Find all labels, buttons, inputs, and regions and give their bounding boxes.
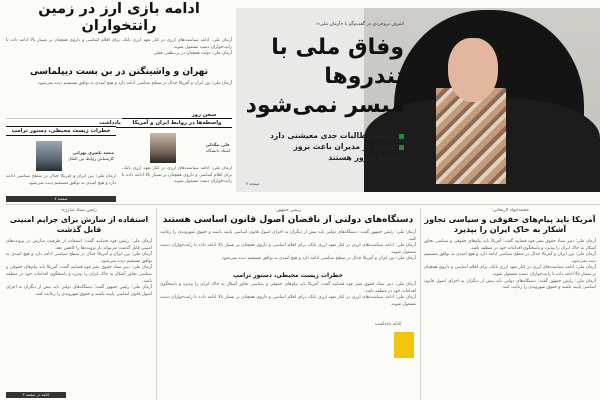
- interview-left-name: محمد ناصری تهرانی: [72, 150, 114, 155]
- hero-page-ref: صفحه ۷: [246, 181, 260, 186]
- headline-currency[interactable]: ادامه بازی ارز در زمین رانتخواران: [38, 1, 200, 34]
- mid-kicker: رییس جمهور:: [275, 208, 301, 213]
- interview-right-name: علی بیگدلی: [205, 142, 230, 147]
- left-text-3: آرمان ملی: دبیر ستاد حقوق بشر قوه قضاییه گفت: آمریکا باید پیام‌های حقوقی و سیاسی تجاوز آشکار به خاک ایران را بپذیرد و پاسخگوی اقدامات خود در منطقه باشد.: [6, 265, 152, 284]
- interview-left-caption: [64, 150, 114, 162]
- hero-bullet-2-text: عده‌ای از مدیران باعث بروز: [293, 142, 396, 151]
- right-text-2: آرمان ملی؛ بین ایران و آمریکا جدال در سطح سیاسی ادامه دارد و هیچ امیدی به توافق مستقیم دیده نمی‌شود.: [424, 252, 596, 264]
- bullet-square-icon: [399, 145, 404, 150]
- sokhan-rooz-label: سخن روز: [176, 112, 232, 120]
- right-text-3: آرمان ملی: ادامه سیاست‌های ارزی در کنار تعهد ارزی بانک، برای اقلام اساسی و داروی همچنان بر بسیار بالا ادامه داده تا رانت‌خواران دست مشغول شوند.: [424, 265, 596, 277]
- mid-text-5: آرمان ملی: ادامه سیاست‌های ارزی در کنار تعهد ارزی بانک، برای اقلام اساسی و داروی همچنان بر بسیار بالا ادامه داده تا رانت‌خواران دست مشغول شوند.: [160, 295, 416, 307]
- hero-bullet-2: [244, 141, 404, 152]
- text-tehran-washington: آرمان ملی؛ بین ایران و آمریکا جدال در سطح سیاسی ادامه دارد و هیچ امیدی به توافق مستقیم دیده نمی‌شود.: [36, 80, 232, 86]
- hero-kicker: اشرف بروجردی در گفت‌وگو با «آرمان ملی»:: [315, 22, 404, 27]
- right-kicker: محمدجواد لاریجانی:: [491, 208, 529, 213]
- hero-title-2[interactable]: میسر نمی‌شود: [245, 93, 404, 118]
- hero-photo-scarf: [436, 88, 506, 184]
- interview-right-title[interactable]: واسطه‌ها در روابط ایران و آمریکا: [122, 118, 232, 128]
- divider-v2: [156, 208, 157, 400]
- left-footer-bar: ادامه در صفحه ۳: [6, 392, 66, 398]
- interview-right-photo: [150, 133, 176, 163]
- left-text-2: آرمان ملی؛ بین ایران و آمریکا جدال در سطح سیاسی ادامه دارد و هیچ امیدی به توافق مستقیم دیده نمی‌شود.: [6, 252, 152, 264]
- interview-right-role: استاد دانشگاه: [205, 148, 230, 153]
- mid-headline[interactable]: دستگاه‌های دولتی از ناقضان اصول قانون اساسی هستند: [162, 215, 414, 225]
- hero-text: [244, 22, 404, 163]
- right-headline[interactable]: آمریکا باید پیام‌های حقوقی و سیاسی تجاوز آشکار به خاک ایران را بپذیرد: [424, 215, 596, 234]
- mid-text-2: آرمان ملی: ادامه سیاست‌های ارزی در کنار تعهد ارزی بانک، برای اقلام اساسی و داروی همچنان بر بسیار بالا ادامه داده تا رانت‌خواران دست مشغول شوند.: [160, 243, 416, 255]
- hero-bullet-3: [244, 152, 404, 163]
- interview-left-text: آرمان ملی؛ بین ایران و آمریکا جدال در سطح سیاسی ادامه دارد و هیچ امیدی به توافق مستقیم دیده نمی‌شود.: [6, 174, 116, 186]
- left-news: [6, 208, 152, 400]
- left-text-4: آرمان ملی: رئیس جمهور گفت: دستگاه‌های دولتی باید بیش از دیگران به اجرای اصول قانون اساسی پایبند باشند و حقوق شهروندی را رعایت کنند.: [6, 285, 152, 297]
- hero-bullet-1-text: جامعه مطالبات جدی معیشتی دارد: [269, 131, 396, 140]
- right-news: [424, 208, 596, 400]
- left-kicker: رئیس ستاد مبارزه:: [61, 208, 97, 213]
- hero-bullet-1: [244, 130, 404, 141]
- interview-left-role: کارشناس روابط بین الملل: [68, 156, 114, 161]
- top-left-news: [6, 0, 232, 118]
- interview-footer-bar: صفحه ۷: [6, 196, 116, 202]
- note-stamp-icon: [394, 332, 414, 358]
- mid-text-3: آرمان ملی؛ بین ایران و آمریکا جدال در سطح سیاسی ادامه دارد و هیچ امیدی به توافق مستقیم دیده نمی‌شود.: [220, 256, 416, 262]
- interview-left-photo: [36, 141, 62, 171]
- hero-bullet-3-text: شرایط امروز هستند: [328, 153, 404, 162]
- text-currency-2: آرمان ملی؛ دولت همچنان در بی‌نظمی فعلی: [153, 51, 232, 57]
- right-text-4: آرمان ملی: رئیس جمهور گفت: دستگاه‌های دولتی باید بیش از دیگران به اجرای اصول قانون اساسی پایبند باشند و حقوق شهروندی را رعایت کنند.: [424, 278, 596, 291]
- interview-right-text: آرمان ملی: ادامه سیاست‌های ارزی در کنار تعهد ارزی بانک، برای اقلام اساسی و داروی همچنان بر بسیار بالا ادامه داده تا رانت‌خواران دست مشغول شوند.: [122, 166, 232, 185]
- hero-photo-face: [448, 38, 498, 102]
- headline-tehran-washington[interactable]: تهران و واشینگتن در بن بست دیپلماسی: [29, 66, 209, 77]
- divider-v1: [420, 208, 421, 400]
- hero-bullets: [244, 130, 404, 163]
- text-currency: آرمان ملی: ادامه سیاست‌های ارزی در کنار تعهد ارزی بانک، برای اقلام اساسی و داروی همچنان بر بسیار بالا ادامه داده تا رانت‌خواران دست مشغول شوند.: [6, 38, 232, 50]
- left-text: آرمان ملی: رئیس قوه قضاییه گفت: استفاده از ظرفیت سازش در پرونده‌های امنیتی قابل گذشت می‌تواند بار پرونده‌ها را کاهش دهد.: [6, 239, 152, 251]
- divider-h2: [6, 204, 600, 205]
- mid-text-4: آرمان ملی: دبیر ستاد حقوق بشر قوه قضاییه گفت: آمریکا باید پیام‌های حقوقی و سیاسی تجاوز آشکار به خاک ایران را بپذیرد و پاسخگوی اقدامات خود در منطقه باشد.: [160, 281, 416, 294]
- left-headline[interactable]: استفاده از سازش برای جرایم امنیتی قابل گذشت: [9, 215, 149, 234]
- mid-text: آرمان ملی: رئیس جمهور گفت: دستگاه‌های دولتی باید بیش از دیگران به اجرای اصول قانون اساسی پایبند باشند و حقوق شهروندی را رعایت کنند.: [160, 230, 416, 242]
- bullet-square-icon: [399, 134, 404, 139]
- interview-left-title[interactable]: خطرات زیست محیطی، دستور ترامپ: [6, 126, 116, 136]
- mid-news: [160, 208, 416, 400]
- note-label: کتابه یادداشت: [374, 322, 402, 327]
- hero-feature: [236, 8, 600, 192]
- right-text: آرمان ملی: دبیر ستاد حقوق بشر قوه قضاییه گفت: آمریکا باید پیام‌های حقوقی و سیاسی تجاوز آشکار به خاک ایران را بپذیرد و پاسخگوی اقدامات خود در منطقه باشد.: [424, 239, 596, 251]
- mid-sub-headline[interactable]: خطرات زیست محیطی، دستور ترامپ: [233, 271, 343, 279]
- hero-title-1[interactable]: وفاق ملی با تندروها: [271, 35, 404, 89]
- interview-right-caption: [178, 142, 230, 154]
- yaddasht-label: یادداشت: [80, 120, 140, 128]
